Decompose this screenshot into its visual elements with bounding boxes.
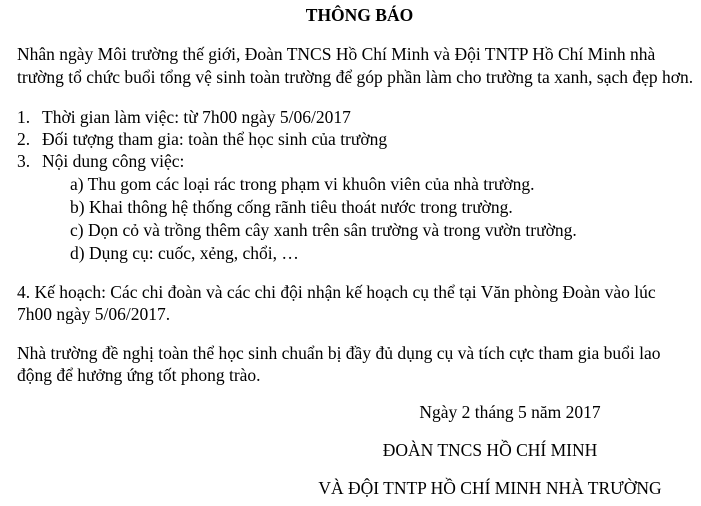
subitem-b: b) Khai thông hệ thống cống rãnh tiêu thoát nước trong trường.	[70, 197, 513, 217]
list-item-1	[17, 106, 351, 128]
intro-line-1: Nhân ngày Môi trường thế giới, Đoàn TNCS Hồ Chí Minh và Đội TNTP Hồ Chí Minh nhà	[17, 44, 656, 64]
intro-line-2: trường tổ chức buổi tổng vệ sinh toàn trường để góp phần làm cho trường ta xanh, sạch đẹp hơn.	[17, 67, 694, 87]
signature-org-2: VÀ ĐỘI TNTP HỒ CHÍ MINH NHÀ TRƯỜNG	[318, 478, 662, 498]
document-title: THÔNG BÁO	[305, 5, 414, 25]
signature-date: Ngày 2 tháng 5 năm 2017	[419, 402, 601, 422]
list-item-number: 1.	[17, 107, 31, 127]
list-item-text: Đối tượng tham gia: toàn thể học sinh của trường	[42, 129, 388, 149]
list-item-text: Nội dung công việc:	[42, 151, 185, 171]
subitem-c: c) Dọn cỏ và trồng thêm cây xanh trên sân trường và trong vườn trường.	[70, 220, 577, 240]
subitem-a: a) Thu gom các loại rác trong phạm vi khuôn viên của nhà trường.	[70, 174, 535, 194]
signature-org-1: ĐOÀN TNCS HỒ CHÍ MINH	[382, 440, 598, 460]
list-item-2	[17, 128, 387, 150]
list-item-text: Thời gian làm việc: từ 7h00 ngày 5/06/2017	[42, 107, 351, 127]
list-item-number: 3.	[17, 151, 31, 171]
list-item-3	[17, 150, 184, 172]
closing-line-1: Nhà trường đề nghị toàn thể học sinh chuẩn bị đầy đủ dụng cụ và tích cực tham gia buổi lao	[17, 343, 661, 363]
subitem-d: d) Dụng cụ: cuốc, xẻng, chổi, …	[70, 243, 299, 263]
closing-line-2: động để hưởng ứng tốt phong trào.	[17, 365, 261, 385]
plan-line-2: 7h00 ngày 5/06/2017.	[17, 304, 171, 324]
plan-line-1: 4. Kế hoạch: Các chi đoàn và các chi đội nhận kế hoạch cụ thể tại Văn phòng Đoàn vào lúc	[17, 282, 656, 302]
list-item-number: 2.	[17, 129, 31, 149]
